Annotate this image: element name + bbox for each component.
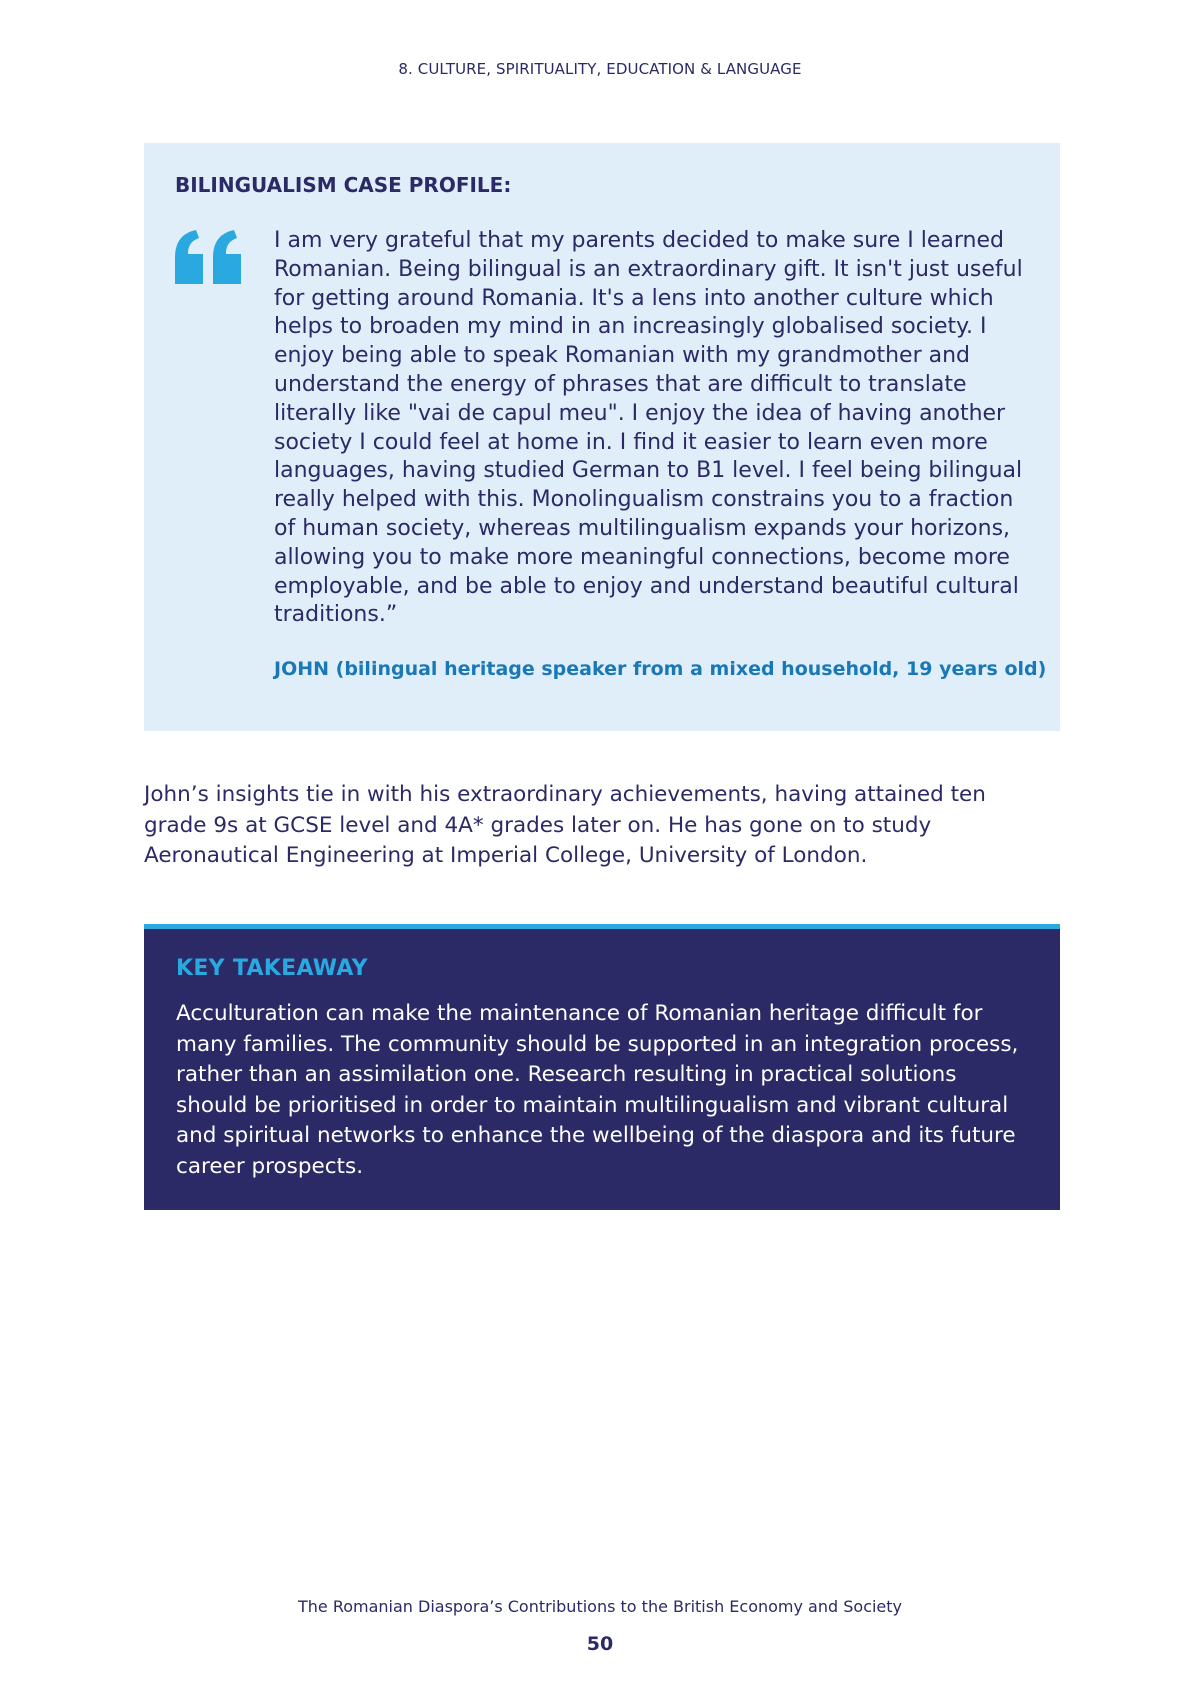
- footer-title: The Romanian Diaspora’s Contributions to the British Economy and Society: [297, 1597, 903, 1616]
- body-paragraph: John’s insights tie in with his extraordinary achievements, having attained ten grade 9s at GCSE level and 4A* grades later on. He has gone on to study Aeronautical Engineering at Imperial College, University of London.: [144, 782, 986, 868]
- quote-icon: [175, 230, 242, 284]
- key-takeaway-text: Acculturation can make the maintenance of Romanian heritage difficult for many families. The community should be supported in an integration process, rather than an assimilation one. Research resulting in practical solutions should be prioritised in order to maintain multilingualism and vibrant cultural and spiritual networks to enhance the wellbeing of the diaspora and its future career prospects.: [176, 1001, 1019, 1179]
- case-profile-attribution: JOHN (bilingual heritage speaker from a mixed household, 19 years old): [274, 658, 1047, 680]
- case-profile-title: BILINGUALISM CASE PROFILE:: [175, 173, 512, 197]
- running-header: 8. CULTURE, SPIRITUALITY, EDUCATION & LANGUAGE: [398, 60, 802, 78]
- key-takeaway-box: [144, 924, 1060, 1210]
- key-takeaway-title: KEY TAKEAWAY: [176, 956, 368, 981]
- case-profile-quote: I am very grateful that my parents decided to make sure I learned Romanian. Being bilingual is an extraordinary gift. It isn't just useful for getting around Romania. It's a lens into another culture which helps to broaden my mind in an increasingly globalised society. I enjoy being able to speak Romanian with my grandmother and understand the energy of phrases that are difficult to translate literally like "vai de capul meu". I enjoy the idea of having another society I could feel at home in. I find it easier to learn even more languages, having studied German to B1 level. I feel being bilingual really helped with this. Monolingualism constrains you to a fraction of human society, whereas multilingualism expands your horizons, allowing you to make more meaningful connections, become more employable, and be able to enjoy and understand beautiful cultural traditions.”: [274, 228, 1023, 628]
- case-profile-box: [144, 143, 1060, 731]
- page-number: 50: [586, 1633, 614, 1655]
